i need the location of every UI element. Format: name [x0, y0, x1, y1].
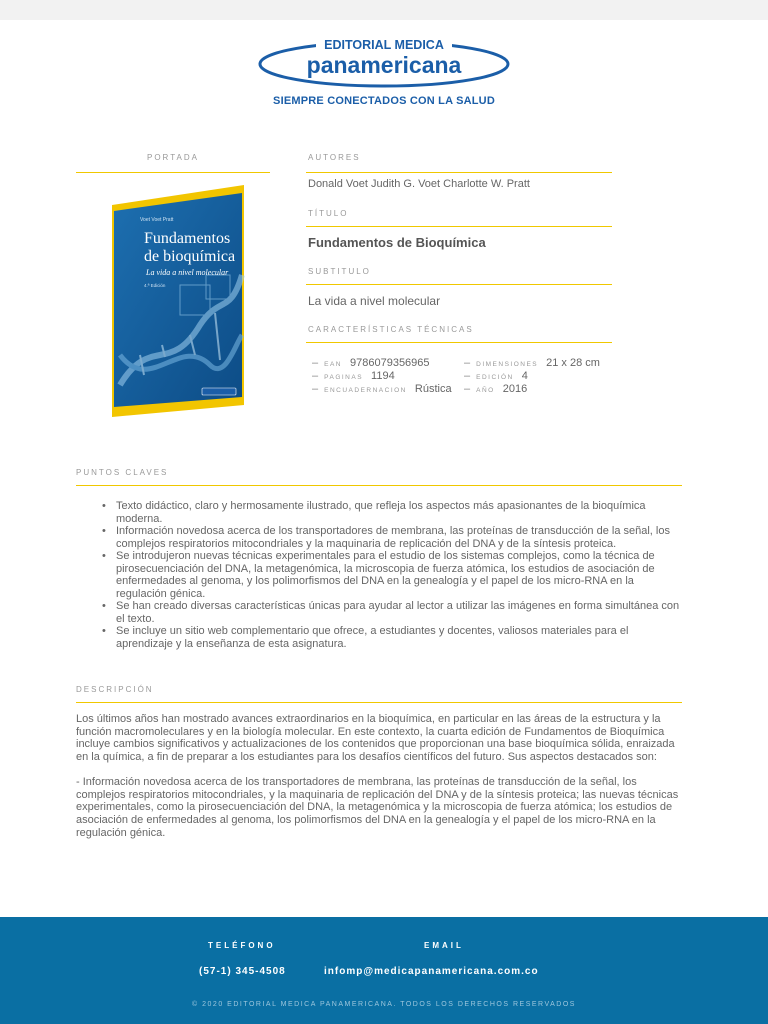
cover-subtitle: La vida a nivel molecular	[146, 268, 229, 277]
specs-label: CARACTERÍSTICAS TÉCNICAS	[308, 325, 474, 334]
pages-value: 1194	[371, 370, 395, 382]
book-cover[interactable]	[110, 185, 248, 417]
phone-label: TELÉFONO	[208, 941, 276, 950]
description-rule	[76, 702, 682, 703]
list-item: • Se incluye un sitio web complementario que ofrece, a estudiantes y docentes, valiosos materiales para el aprendizaje y la enseñanza de esta asignatura.	[100, 625, 685, 650]
ean-value: 9786079356965	[350, 357, 430, 369]
spec-edition: – EDICIÓN 4	[464, 370, 528, 382]
key-points-list	[100, 500, 685, 650]
authors-label: AUTORES	[308, 153, 361, 162]
brand-main-text: panamericana	[306, 52, 462, 78]
spec-binding: – ENCUADERNACION Rústica	[312, 383, 452, 395]
list-item: • Se introdujeron nuevas técnicas experimentales para el estudio de los sistemas complejos, como la técnica de pirosecuenciación del DNA, la metagenómica, la microscopia de fuerza atómica, los estudios de asociación de enfermedades al genoma, y los polimorfismos del DNA en la genealogía y el papel de los micro-RNA en la regulación génica.	[100, 550, 685, 600]
description-paragraph: Los últimos años han mostrado avances extraordinarios en la bioquímica, en particular en las áreas de la estructura y la función macromoleculares y en la biología molecular. En este contexto, la cuarta edición de Fundamentos de Bioquímica incluye cambios significativos y actualizaciones de los contenidos que proporcionan una base bioquímica sólida, enraizada en la química, a fin de preparar a los estudiantes para los desafíos científicos del futuro. Sus aspectos destacados son:	[76, 713, 675, 764]
key-points-rule	[76, 485, 682, 486]
spec-ean: – EAN 9786079356965	[312, 357, 430, 369]
brand-top-text: EDITORIAL MEDICA	[324, 38, 444, 52]
list-item: • Información novedosa acerca de los transportadores de membrana, las proteínas de transducción de la señal, los complejos respiratorios mitocondriales y la maquinaria de replicación del DNA y de la síntesis proteica.	[100, 525, 685, 550]
tagline: SIEMPRE CONECTADOS CON LA SALUD	[273, 95, 495, 107]
cover-rule	[76, 172, 270, 173]
copyright: © 2020 EDITORIAL MEDICA PANAMERICANA. TODOS LOS DERECHOS RESERVADOS	[192, 1001, 576, 1008]
description-body	[76, 713, 684, 839]
cover-label: PORTADA	[147, 153, 199, 162]
binding-value: Rústica	[414, 383, 452, 395]
spec-year: – AÑO 2016	[464, 383, 528, 395]
top-bar	[0, 0, 768, 20]
spec-dimensions: – DIMENSIONES 21 x 28 cm	[464, 357, 600, 369]
authors-rule	[306, 172, 612, 173]
cover-title-line2: de bioquímica	[144, 248, 236, 265]
subtitle-rule	[306, 284, 612, 285]
book-title: Fundamentos de Bioquímica	[308, 235, 486, 250]
spec-pages: – PAGINAS 1194	[312, 370, 395, 382]
description-paragraph: - Información novedosa acerca de los transportadores de membrana, las proteínas de transducción de la señal, los complejos respiratorios mitocondriales, y la maquinaria de replicación del DNA y de la síntesis proteica; las nuevas técnicas experimentales, como la pirosecuenciación del DNA, la metagenómica y la microscopia de fuerza atómica; los estudios de asociación de enfermedades al genoma, los polimorfismos del DNA en la genealogía y el papel de los micro-RNA en la regulación génica.	[76, 775, 679, 839]
edition-value: 4	[521, 370, 528, 382]
authors-value: Donald Voet Judith G. Voet Charlotte W. Pratt	[308, 178, 530, 190]
publisher-logo[interactable]	[256, 36, 512, 92]
description-label: DESCRIPCIÓN	[76, 685, 154, 694]
cover-authors: Voet Voet Pratt	[140, 217, 174, 223]
key-points-label: PUNTOS CLAVES	[76, 468, 169, 477]
cover-title-line1: Fundamentos	[144, 230, 231, 247]
title-label: TÍTULO	[308, 209, 349, 218]
dimensions-value: 21 x 28 cm	[546, 357, 600, 369]
list-item: • Se han creado diversas características únicas para ayudar al lector a utilizar las imágenes en forma simultánea con el texto.	[100, 600, 685, 625]
email-label: EMAIL	[424, 941, 464, 950]
title-rule	[306, 226, 612, 227]
cover-edition: 4.ª Edición	[144, 283, 166, 288]
subtitle-label: SUBTITULO	[308, 267, 371, 276]
phone-link[interactable]: (57-1) 345-4508	[199, 966, 286, 977]
year-value: 2016	[502, 383, 528, 395]
specs-rule	[306, 342, 612, 343]
book-subtitle: La vida a nivel molecular	[308, 294, 441, 308]
cover-publisher-badge	[202, 388, 236, 395]
email-link[interactable]: infomp@medicapanamericana.com.co	[324, 966, 539, 977]
list-item: • Texto didáctico, claro y hermosamente ilustrado, que refleja los aspectos más apasionantes de la bioquímica moderna.	[100, 500, 685, 525]
